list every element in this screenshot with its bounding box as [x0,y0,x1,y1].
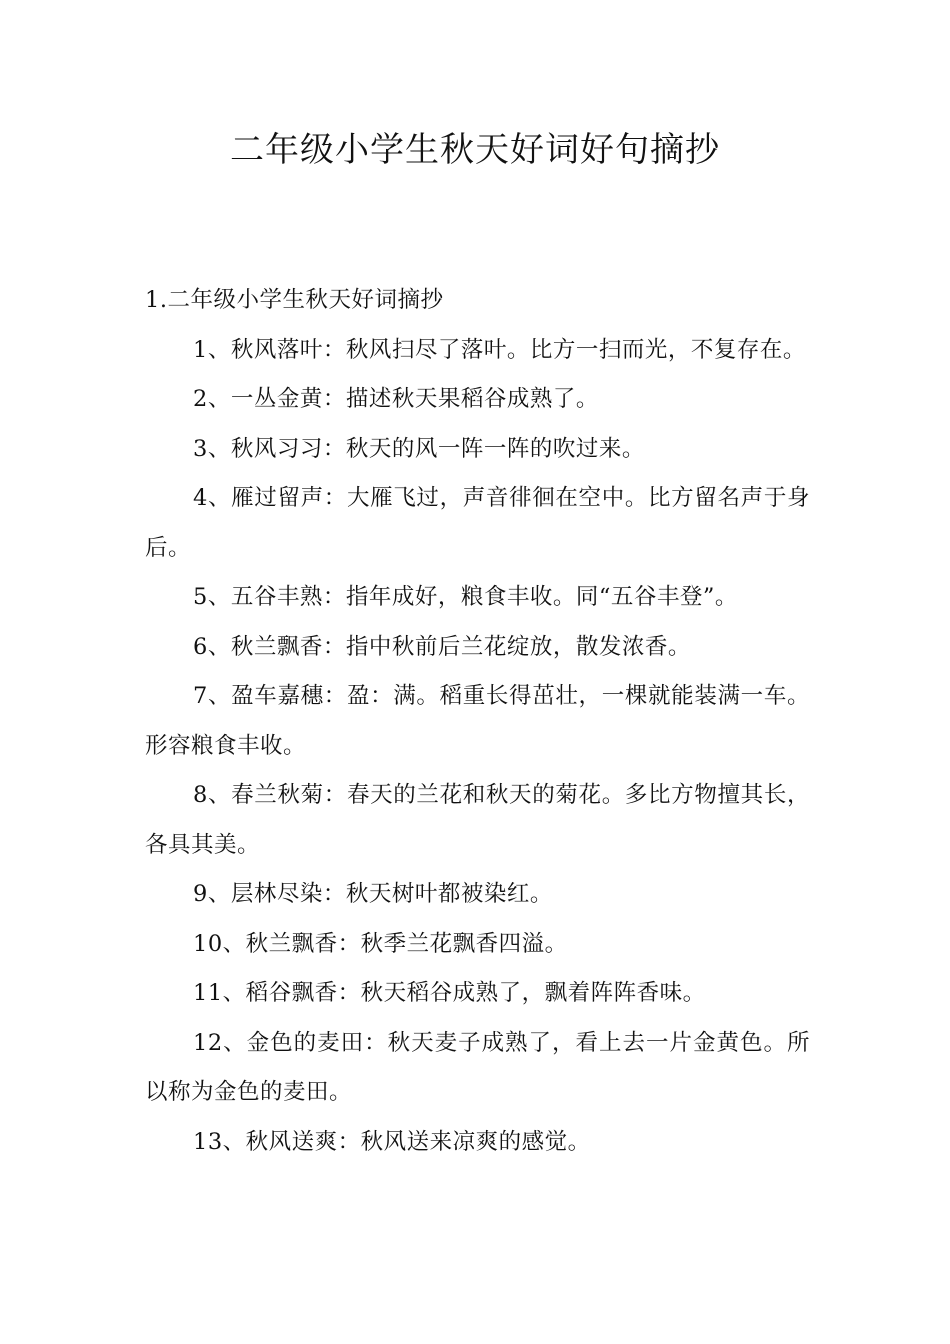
entry-1: 1、秋风落叶：秋风扫尽了落叶。比方一扫而光，不复存在。 [193,336,806,363]
document-title: 二年级小学生秋天好词好句摘抄 [230,130,720,170]
section-heading: 1.二年级小学生秋天好词摘抄 [145,287,444,313]
entry-5: 5、五谷丰熟：指年成好，粮食丰收。同“五谷丰登”。 [193,584,738,610]
entry-9: 9、层林尽染：秋天树叶都被染红。 [193,881,553,907]
entry-7: 7、盈车嘉穗：盈：满。稻重长得茁壮，一棵就能装满一车。形容粮食丰收。 [145,683,810,759]
entry-13: 13、秋风送爽：秋风送来凉爽的感觉。 [193,1128,591,1155]
entry-2: 2、一丛金黄：描述秋天果稻谷成熟了。 [193,386,599,412]
entry-8: 8、春兰秋菊：春天的兰花和秋天的菊花。多比方物擅其长，各具其美。 [145,782,810,858]
entry-11: 11、稻谷飘香：秋天稻谷成熟了，飘着阵阵香味。 [193,980,706,1006]
entry-12: 12、金色的麦田：秋天麦子成熟了，看上去一片金黄色。所以称为金色的麦田。 [145,1029,810,1105]
entry-10: 10、秋兰飘香：秋季兰花飘香四溢。 [193,930,568,957]
entry-3: 3、秋风习习：秋天的风一阵一阵的吹过来。 [193,435,645,462]
document-body [145,276,810,1167]
entry-6: 6、秋兰飘香：指中秋前后兰花绽放，散发浓香。 [193,633,691,660]
entry-4: 4、雁过留声：大雁飞过，声音徘徊在空中。比方留名声于身后。 [145,485,810,561]
